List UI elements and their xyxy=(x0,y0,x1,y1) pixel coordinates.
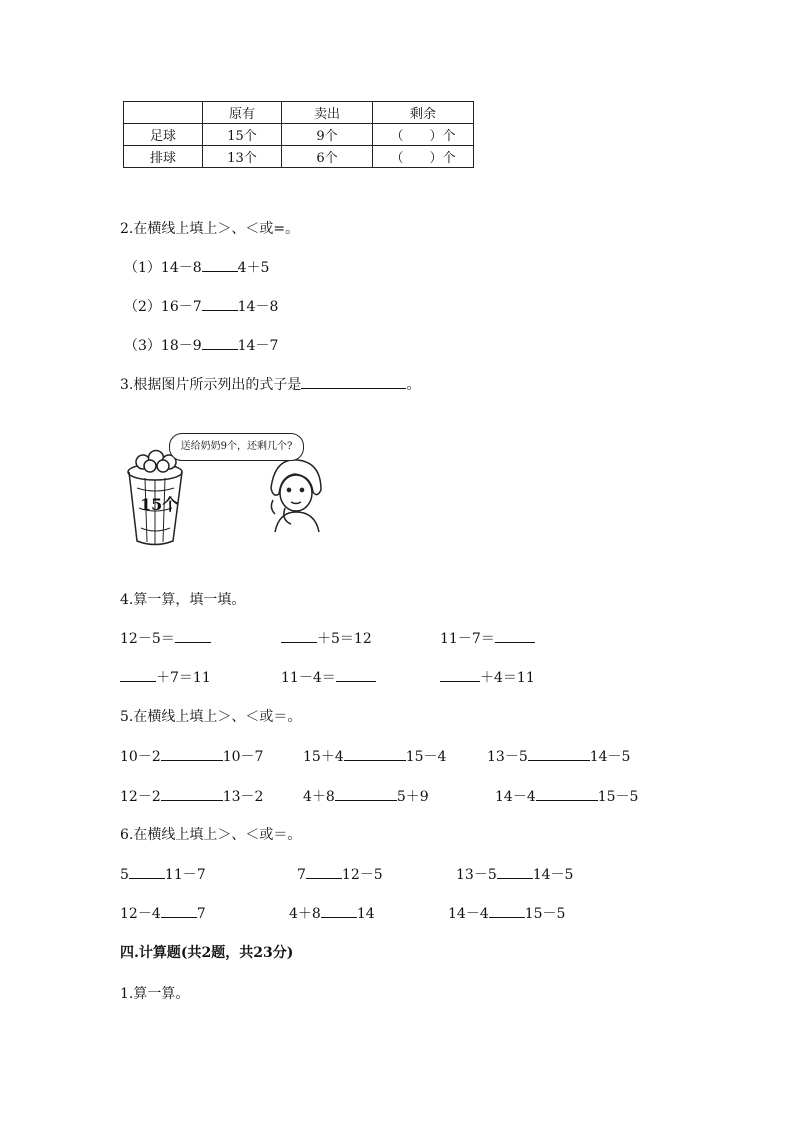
q6-left: 12－4 xyxy=(120,906,161,922)
answer-blank[interactable] xyxy=(202,296,238,311)
answer-blank[interactable] xyxy=(344,746,406,761)
q5-item xyxy=(303,786,429,806)
table-cell: 9个 xyxy=(282,124,373,146)
q4-item xyxy=(120,628,211,648)
q6-item xyxy=(456,864,573,884)
table-cell: 排球 xyxy=(124,146,203,168)
q5-right: 10－7 xyxy=(222,749,264,765)
answer-blank[interactable] xyxy=(301,374,406,389)
q2-item-left: （2）16－7 xyxy=(124,299,202,315)
q4-expr: ＋7＝11 xyxy=(156,670,211,686)
answer-blank[interactable] xyxy=(161,903,197,918)
q4-expr: 11－4＝ xyxy=(281,670,336,686)
q2-item-left: （1）14－8 xyxy=(124,260,202,276)
answer-blank[interactable] xyxy=(281,628,317,643)
q2-item-right: 14－8 xyxy=(237,299,279,315)
q3-title xyxy=(120,374,420,394)
answer-blank[interactable] xyxy=(440,667,480,682)
answer-blank[interactable] xyxy=(536,786,598,801)
q4-expr: ＋4＝11 xyxy=(480,670,535,686)
q4-expr: 12－5＝ xyxy=(120,631,175,647)
q5-item xyxy=(487,746,630,766)
q5-item xyxy=(120,746,263,766)
q6-left: 13－5 xyxy=(456,867,497,883)
table-cell: 6个 xyxy=(282,146,373,168)
q6-left: 4＋8 xyxy=(289,906,321,922)
q5-left: 14－4 xyxy=(495,789,536,805)
q5-item xyxy=(495,786,638,806)
q6-item xyxy=(297,864,383,884)
answer-blank[interactable] xyxy=(489,903,525,918)
answer-blank[interactable] xyxy=(497,864,533,879)
q2-item-2 xyxy=(124,296,278,316)
q5-right: 14－5 xyxy=(589,749,631,765)
answer-blank[interactable] xyxy=(321,903,357,918)
sales-table xyxy=(123,101,474,168)
girl-icon xyxy=(271,460,321,532)
answer-blank[interactable] xyxy=(161,786,223,801)
q5-item xyxy=(303,746,446,766)
q5-right: 15－4 xyxy=(405,749,447,765)
basket-label: 15个 xyxy=(140,495,179,514)
table-cell: 13个 xyxy=(203,146,282,168)
q4-expr: ＋5＝12 xyxy=(317,631,372,647)
q6-right: 15－5 xyxy=(524,906,566,922)
q5-left: 15＋4 xyxy=(303,749,344,765)
q5-title: 5.在横线上填上＞、＜或＝。 xyxy=(120,709,302,725)
q5-left: 4＋8 xyxy=(303,789,335,805)
q3-title-end: 。 xyxy=(406,377,421,393)
q6-left: 5 xyxy=(120,867,129,883)
table-header-cell: 原有 xyxy=(203,102,282,124)
table-cell: （ ）个 xyxy=(373,146,474,168)
table-cell: 15个 xyxy=(203,124,282,146)
q5-right: 15－5 xyxy=(597,789,639,805)
answer-blank[interactable] xyxy=(129,864,165,879)
q4-item xyxy=(120,667,211,687)
q6-item xyxy=(120,864,206,884)
q5-item xyxy=(120,786,263,806)
answer-blank[interactable] xyxy=(528,746,590,761)
table-row xyxy=(124,124,474,146)
answer-blank[interactable] xyxy=(202,335,238,350)
q6-right: 7 xyxy=(196,906,206,922)
q2-item-right: 14－7 xyxy=(237,338,279,354)
q4-expr: 11－7＝ xyxy=(440,631,495,647)
q6-right: 12－5 xyxy=(341,867,383,883)
q5-left: 13－5 xyxy=(487,749,528,765)
answer-blank[interactable] xyxy=(335,786,397,801)
q6-title: 6.在横线上填上＞、＜或＝。 xyxy=(120,827,302,843)
table-cell: （ ）个 xyxy=(373,124,474,146)
answer-blank[interactable] xyxy=(306,864,342,879)
answer-blank[interactable] xyxy=(495,628,535,643)
section4-q1: 1.算一算。 xyxy=(120,986,190,1002)
q6-left: 7 xyxy=(297,867,306,883)
q6-item xyxy=(448,903,565,923)
q5-left: 12－2 xyxy=(120,789,161,805)
q4-title: 4.算一算，填一填。 xyxy=(120,592,246,608)
answer-blank[interactable] xyxy=(336,667,376,682)
q6-right: 14 xyxy=(356,906,375,922)
q5-left: 10－2 xyxy=(120,749,161,765)
table-header-cell xyxy=(124,102,203,124)
q5-right: 13－2 xyxy=(222,789,264,805)
q4-item xyxy=(281,628,372,648)
q4-item xyxy=(440,667,535,687)
q2-item-3 xyxy=(124,335,278,355)
q2-item-left: （3）18－9 xyxy=(124,338,202,354)
table-row xyxy=(124,146,474,168)
answer-blank[interactable] xyxy=(161,746,223,761)
q2-item-right: 4＋5 xyxy=(237,260,270,276)
q6-item xyxy=(120,903,206,923)
table-header-cell: 卖出 xyxy=(282,102,373,124)
q6-left: 14－4 xyxy=(448,906,489,922)
section-heading: 四.计算题(共2题，共23分) xyxy=(120,945,294,961)
q4-item xyxy=(281,667,376,687)
q2-item-1 xyxy=(124,257,269,277)
q2-title: 2.在横线上填上＞、＜或=。 xyxy=(120,221,300,237)
q3-title-text: 3.根据图片所示列出的式子是 xyxy=(120,377,302,393)
table-cell: 足球 xyxy=(124,124,203,146)
q6-item xyxy=(289,903,375,923)
table-header-row xyxy=(124,102,474,124)
q6-right: 11－7 xyxy=(164,867,206,883)
q5-right: 5＋9 xyxy=(396,789,429,805)
speech-bubble: 送给奶奶9个，还剩几个? xyxy=(169,433,304,461)
answer-blank[interactable] xyxy=(202,257,238,272)
table-header-cell: 剩余 xyxy=(373,102,474,124)
q4-item xyxy=(440,628,535,648)
q6-right: 14－5 xyxy=(532,867,574,883)
answer-blank[interactable] xyxy=(175,628,211,643)
answer-blank[interactable] xyxy=(120,667,156,682)
